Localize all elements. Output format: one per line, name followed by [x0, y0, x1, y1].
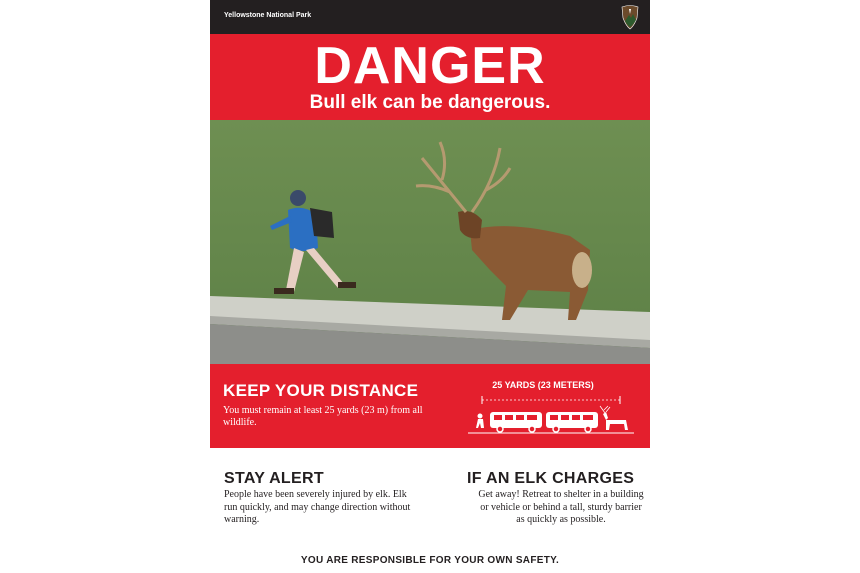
bus-distance-illustration — [466, 390, 636, 438]
distance-panel — [210, 364, 650, 448]
elk-photo — [210, 120, 650, 364]
person-icon — [476, 414, 484, 429]
keep-distance-body: You must remain at least 25 yards (23 m) from all wildlife. — [223, 405, 423, 428]
stay-alert-title: STAY ALERT — [224, 470, 324, 487]
safety-footer: YOU ARE RESPONSIBLE FOR YOUR OWN SAFETY. — [300, 555, 560, 566]
danger-title: DANGER — [314, 37, 546, 95]
warning-poster — [210, 0, 650, 573]
top-bar — [210, 0, 650, 34]
danger-subtitle: Bull elk can be dangerous. — [309, 92, 551, 113]
park-name: Yellowstone National Park — [224, 12, 312, 19]
nps-arrowhead-logo — [620, 4, 640, 30]
bus-icon — [490, 412, 542, 432]
elk-charges-title: IF AN ELK CHARGES — [467, 470, 635, 487]
keep-distance-title: KEEP YOUR DISTANCE — [223, 381, 419, 400]
distance-measure-label: 25 YARDS (23 METERS) — [492, 380, 594, 390]
elk-charges-body: Get away! Retreat to shelter in a building or vehicle or behind a tall, sturdy barrier as quickly as possible. — [478, 489, 644, 525]
danger-header — [210, 34, 650, 120]
stay-alert-body: People have been severely injured by elk. Elk run quickly, and may change direction without warning. — [224, 489, 411, 525]
bus-icon — [546, 412, 598, 432]
elk-icon — [600, 406, 628, 430]
